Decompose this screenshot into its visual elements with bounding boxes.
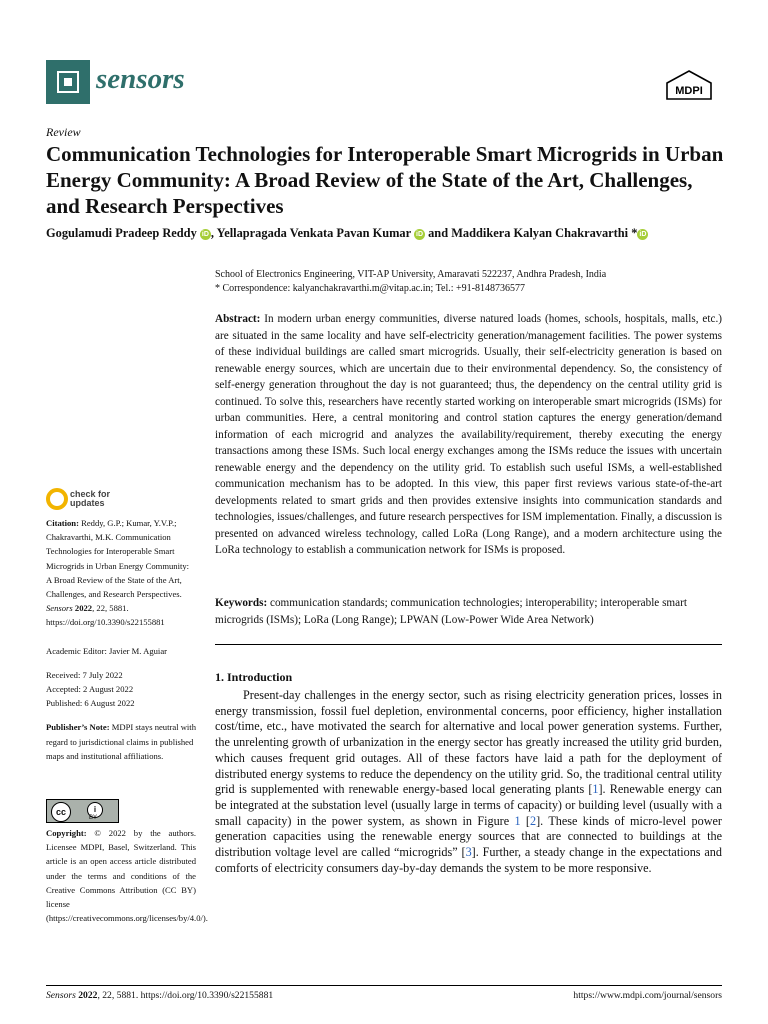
citation-link[interactable]: 1 [592, 782, 599, 797]
footer-divider [46, 985, 722, 986]
publisher-note-label: Publisher’s Note: [46, 722, 110, 733]
citation-doi[interactable]: , 22, 5881. https://doi.org/10.3390/s22155881 [46, 603, 165, 628]
paragraph-text: [ [520, 813, 530, 828]
publisher-note [46, 720, 196, 763]
article-type: Review [46, 125, 81, 139]
abstract-text: In modern urban energy communities, diverse natured loads (homes, schools, hospitals, malls, etc.) are situated in the same locality and have self-electricity generation/management facilities. The power systems of these individual buildings are called smart microgrids. Usually, their self-electricity generation is based on renewable energy sources, which are uncertain due to their environmental dependency. So, the consistency of self-energy generation throughout the day is not guaranteed; thus, the dependency on the central utility grid is continued. To solve this, researchers have recently started working on interoperable smart microgrids (ISMs) for urban communities. Here, a central monitoring and control station captures the energy generation/demand information of each microgrid and analyzes the availability/requirement, thereby executing the energy transactions among these ISMs. Such local energy exchanges among the ISMs reduce the issues with uncertain renewable energy and the dependency on the utility grid. To establish such useful ISMs, a well-established communication mechanism has to be adopted. In this view, this paper first reviews various state-of-the-art developments related to smart grids and then provides extensive insights into communication standards and technologies, issues/challenges, and future research perspectives for ISM implementation. Finally, a discussion is presented on advanced wireless technology, called LoRa (Long Range), and a modern architecture using the LoRa technology to establish a communication network for ISMs is proposed. [215, 313, 722, 556]
citation-journal: Sensors [46, 603, 73, 614]
cc-by-license-icon[interactable] [46, 799, 119, 823]
published-date: Published: 6 August 2022 [46, 698, 135, 709]
check-updates-label: updates [70, 498, 105, 508]
keywords-text: communication standards; communication technologies; interoperability; interoperable smart microgrids (ISMs); LoRa (Long Range); LPWAN (Low-Power Wide Area Network) [215, 597, 687, 626]
footer-year: 2022 [75, 990, 98, 1001]
copyright-label: Copyright: [46, 828, 87, 838]
journal-name: sensors [96, 63, 185, 95]
footer-journal-url[interactable]: https://www.mdpi.com/journal/sensors [573, 990, 722, 1001]
author-name[interactable]: Yellapragada Venkata Pavan Kumar [216, 226, 411, 240]
person-icon: i [87, 802, 103, 818]
article-title: Communication Technologies for Interoperable Smart Microgrids in Urban Energy Community: A Broad Review of the State of the Art, Challenges, and Research Perspectives [46, 142, 724, 218]
cc-by-label: BY [89, 815, 98, 821]
correspondence: * Correspondence: kalyanchakravarthi.m@vitap.ac.in; Tel.: +91-8148736577 [215, 283, 525, 294]
orcid-icon[interactable]: iD [639, 231, 647, 238]
author-separator: , [210, 226, 217, 240]
footer-journal: Sensors [46, 990, 76, 1001]
accepted-date: Accepted: 2 August 2022 [46, 684, 134, 695]
paragraph-text: ]. Renewable energy can be integrated at the substation level (usually large in terms of capacity) or building level (usually with a small capacity) in the power system, as shown in Figure [215, 782, 722, 828]
citation-link[interactable]: 2 [530, 813, 537, 828]
author-list [46, 226, 746, 241]
author-name[interactable]: Gogulamudi Pradeep Reddy [46, 226, 197, 240]
citation [46, 516, 196, 630]
footer-doi[interactable]: , 22, 5881. https://doi.org/10.3390/s22155881 [97, 990, 274, 1001]
sidebar [46, 516, 196, 763]
copyright-text: © 2022 by the authors. Licensee MDPI, Basel, Switzerland. This article is an open access article distributed under the terms and conditions of the Creative Commons Attribution (CC BY) license (https://creativecommons.org/licenses/by/4.0/). [46, 828, 208, 924]
section-divider [215, 644, 722, 645]
keywords [215, 595, 722, 628]
citation-label: Citation: [46, 518, 79, 528]
publisher-note-text: MDPI stays neutral with regard to jurisdictional claims in published maps and institutional affiliations. [46, 722, 196, 761]
footer-citation [46, 990, 273, 1001]
author-name[interactable]: Maddikera Kalyan Chakravarthi * [451, 226, 638, 240]
affiliation-block [215, 268, 606, 296]
affiliation: School of Electronics Engineering, VIT-AP University, Amaravati 522237, Andhra Pradesh, India [215, 269, 607, 280]
orcid-icon[interactable]: iD [416, 231, 424, 238]
citation-year: 2022 [72, 603, 93, 614]
mdpi-logo [664, 70, 714, 100]
paragraph-text: Present-day challenges in the energy sector, such as rising electricity generation prices, losses in energy transmission, fossil fuel depletion, environmental concerns, poor efficiency, higher installation cost/time, etc., have motivated the search for alternative and local power generation systems. Further, the unrelenting growth of urbanization in the energy sector has greatly increased the utility grid burden, which causes frequent grid outages. All of these factors have laid a path for the deployment of distributed energy systems to reduce the dependency on the utility grid. So, the traditional central utility grid is supplemented with renewable energy-based local generating plants [ [215, 688, 722, 797]
check-updates-label: check for [70, 489, 111, 499]
check-updates-icon [46, 488, 68, 510]
copyright [46, 826, 208, 925]
mdpi-logo-text: MDPI [675, 85, 703, 97]
academic-editor: Academic Editor: Javier M. Aguiar [46, 645, 167, 656]
check-for-updates-button[interactable] [46, 488, 126, 512]
cc-icon: cc [51, 802, 71, 822]
keywords-label: Keywords: [215, 597, 268, 609]
citation-text: Reddy, G.P.; Kumar, Y.V.P.; Chakravarthi, M.K. Communication Technologies for Interoperable Smart Microgrids in Urban Energy Community: A Broad Review of the State of the Art, Challenges, and Research Perspectives. [46, 518, 190, 600]
introduction-body [215, 688, 722, 876]
paragraph-text: ]. Further, a steady change in the expectations and comforts of electricity consumers day-by-day demands the system to be more responsive. [215, 845, 722, 875]
abstract-label: Abstract: [215, 313, 261, 325]
author-separator: and [425, 226, 452, 240]
abstract [215, 311, 722, 559]
citation-link[interactable]: 3 [465, 845, 472, 860]
journal-logo-icon [46, 60, 90, 104]
figure-link[interactable]: 1 [514, 813, 521, 828]
paragraph-text: ]. These kinds of micro-level power generation capacities using the renewable energy sources that are connected to buildings at the distribution voltage level are called “microgrids” [ [215, 813, 722, 860]
orcid-icon[interactable]: iD [201, 231, 209, 238]
paragraph [215, 688, 722, 876]
section-heading: 1. Introduction [215, 670, 293, 684]
received-date: Received: 7 July 2022 [46, 669, 123, 680]
